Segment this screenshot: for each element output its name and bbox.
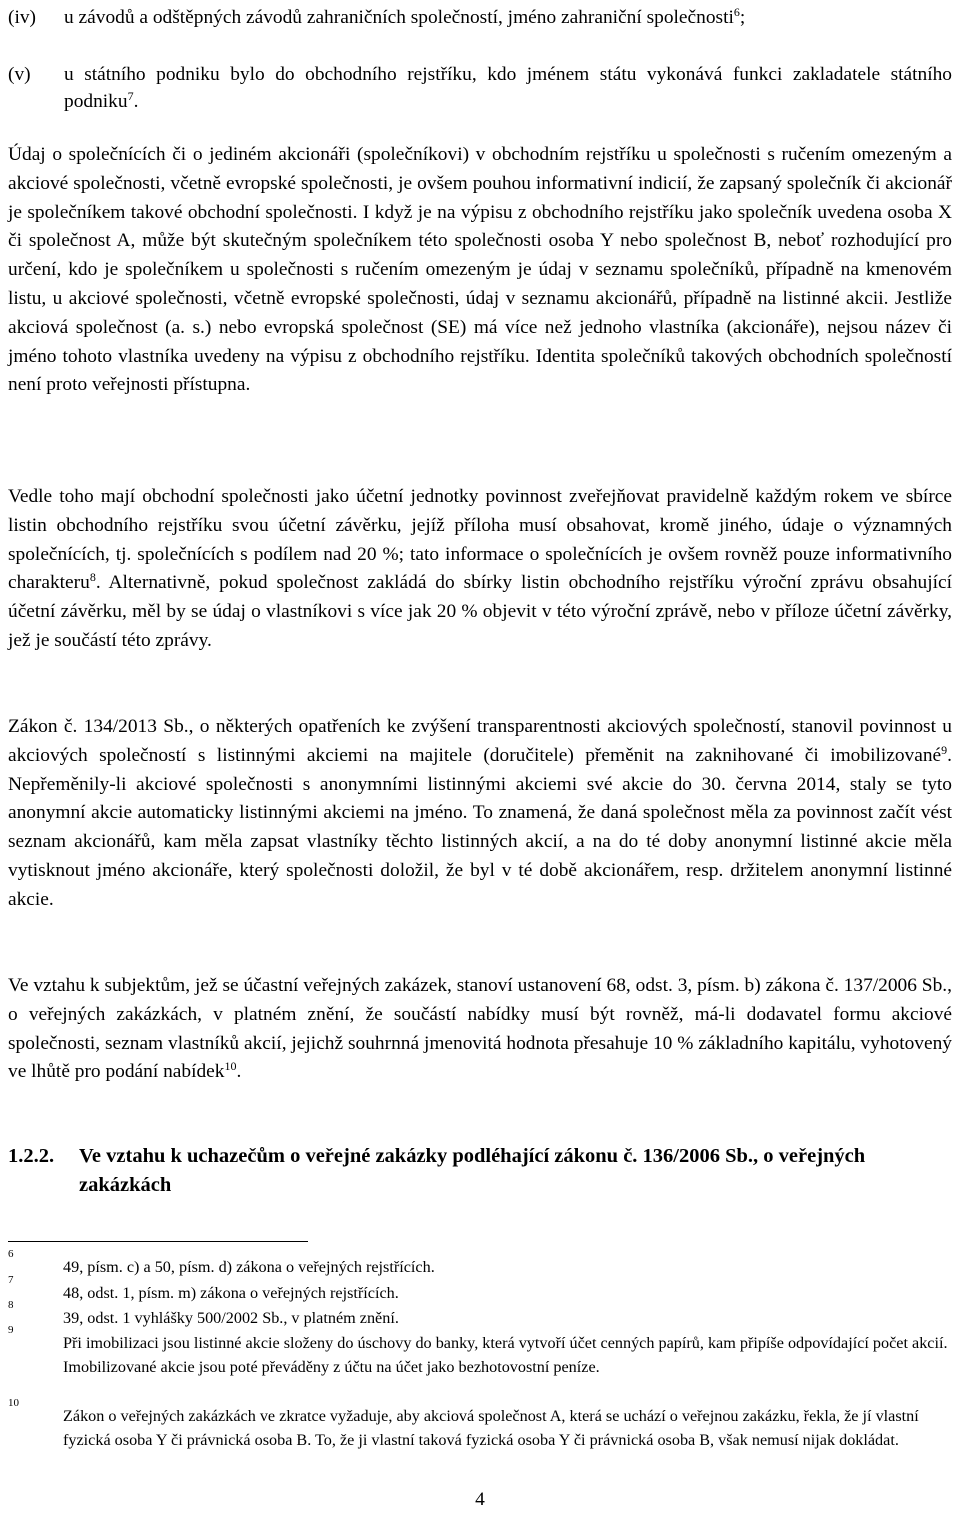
footnote-ref[interactable]: 9: [941, 742, 948, 757]
footnote-text: 49, písm. c) a 50, písm. d) zákona o veřejných rejstřících.: [63, 1258, 435, 1276]
list-item-number: (v): [8, 64, 31, 85]
footnote-text: 48, odst. 1, písm. m) zákona o veřejných rejstřících.: [63, 1284, 399, 1302]
footnote-number: 6: [8, 1248, 14, 1260]
footnote-number: 9: [8, 1324, 14, 1336]
section-number: 1.2.2.: [8, 1145, 55, 1167]
paragraph-financial-statements: Vedle toho mají obchodní společnosti jako účetní jednotky povinnost zveřejňovat pravidelně každým rokem ve sbírce listin obchodního rejstříku svou účetní závěrku, jejíž příloha musí obsahovat, kromě jiného, údaje o významných společnících, tj. společnících s podílem nad 20 %; tato informace o společnících je ovšem rovněž pouze informativního charakteru$^8$. Alternativně, pokud společnost zakládá do sbírky listin obchodního rejstříku výroční zprávu obsahující účetní závěrku, měl by se údaj o vlastníkovi s více jak 20 % objevit v této výroční zprávě, nebo v příloze účetní závěrky, jež je součástí této zprávy.: [8, 486, 952, 651]
list-item-iv: [8, 4, 952, 31]
footnote-text: 39, odst. 1 vyhlášky 500/2002 Sb., v platném znění.: [63, 1309, 399, 1327]
footnote-text: Zákon o veřejných zakázkách ve zkratce vyžaduje, aby akciová společnost A, která se uchází o veřejnou zakázku, řekla, že jí vlastní fyzická osoba Y či právnická osoba B. To, že ji vlastní taková fyzická osoba Y či právnická osoba B, však nemusí nijak dokládat.: [63, 1407, 919, 1449]
page-number: 4: [475, 1489, 485, 1510]
footnote-number: 10: [8, 1397, 19, 1409]
footnote-9: [8, 1324, 952, 1379]
footnote-10: [8, 1397, 952, 1452]
section-heading: [8, 1142, 952, 1200]
list-item-text: u státního podniku bylo do obchodního rejstříku, kdo jménem státu vykonává funkci zakladatele státního podniku$^7$.: [64, 64, 952, 112]
footnote-ref[interactable]: 7: [127, 89, 134, 103]
list-item-number: (iv): [8, 7, 36, 28]
footnote-number: 7: [8, 1274, 14, 1286]
footnote-ref[interactable]: 6: [733, 5, 740, 19]
paragraph-act-134-2013: Zákon č. 134/2013 Sb., o některých opatřeních ke zvýšení transparentnosti akciových společností, stanovil povinnost u akciových společností s listinnými akciemi na majitele (doručitele) přeměnit na zaknihované či imobilizované$^9$. Nepřeměnily-li akciové společnosti s anonymními listinnými akciemi své akcie do 30. června 2014, staly se tyto anonymní akcie automaticky listinnými akciemi na jméno. To znamená, že daná společnost měla za povinnost začít vést seznam akcionářů, kam měla zapsat vlastníky těchto listinných akcií, a na do té doby anonymní listinné akcie měla vytisknout jméno akcionáře, který společnosti doložil, že byl v té době akcionářem, resp. držitelem anonymní listinné akcie.: [8, 716, 952, 910]
footnote-number: 8: [8, 1299, 14, 1311]
paragraph-shareholder-info: Údaj o společnících či o jediném akcionáři (společníkovi) v obchodním rejstříku u společnosti s ručením omezeným a akciové společnosti, včetně evropské společnosti, je ovšem pouhou informativní indicií, že zapsaný společník či akcionář je společníkem takové obchodní společnosti. I když je na výpisu z obchodního rejstříku jako společník uvedena osoba X či společnost A, může být skutečným společníkem této společnosti osoba Y nebo společnost B, neboť rozhodující pro určení, kdo je společníkem u společnosti s ručením omezeným je údaj v seznamu společníků, případně na kmenovém listu, u akciové společnosti, včetně evropské společnosti, údaj v seznamu akcionářů, případně na listinné akcii. Jestliže akciová společnost (a. s.) nebo evropská společnost (SE) má více než jednoho vlastníka (akcionáře), nejsou název či jméno tohoto vlastníka uvedeny na výpisu z obchodního rejstříku. Identita společníků takových obchodních společností není proto veřejnosti přístupna.: [8, 144, 952, 396]
footnote-7: [8, 1274, 952, 1305]
footnote-8: [8, 1299, 952, 1330]
footnote-ref[interactable]: 10: [224, 1059, 237, 1074]
footnote-divider: [8, 1241, 308, 1242]
list-item-text: u závodů a odštěpných závodů zahraničních společností, jméno zahraniční společnosti$^6$;: [64, 5, 746, 28]
footnote-ref[interactable]: 8: [89, 570, 96, 585]
footnote-text: Při imobilizaci jsou listinné akcie složeny do úschovy do banky, která vytvoří účet cenných papírů, kam připíše odpovídající počet akcií. Imobilizované akcie jsou poté převáděny z účtu na účet jako bezhotovostní peníze.: [63, 1334, 948, 1376]
footnote-6: [8, 1248, 952, 1279]
section-title: Ve vztahu k uchazečům o veřejné zakázky podléhající zákonu č. 136/2006 Sb., o veřejných zakázkách: [79, 1145, 866, 1196]
list-item-v: [8, 61, 952, 115]
paragraph-public-procurement: Ve vztahu k subjektům, jež se účastní veřejných zakázek, stanoví ustanovení 68, odst. 3, písm. b) zákona č. 137/2006 Sb., o veřejných zakázkách, v platném znění, že součástí nabídky musí být rovněž, má-li dodavatel formu akciové společnosti, seznam vlastníků akcií, jejichž souhrnná jmenovitá hodnota přesahuje 10 % základního kapitálu, vyhotovený ve lhůtě pro podání nabídek$^{10}$.: [8, 975, 952, 1083]
